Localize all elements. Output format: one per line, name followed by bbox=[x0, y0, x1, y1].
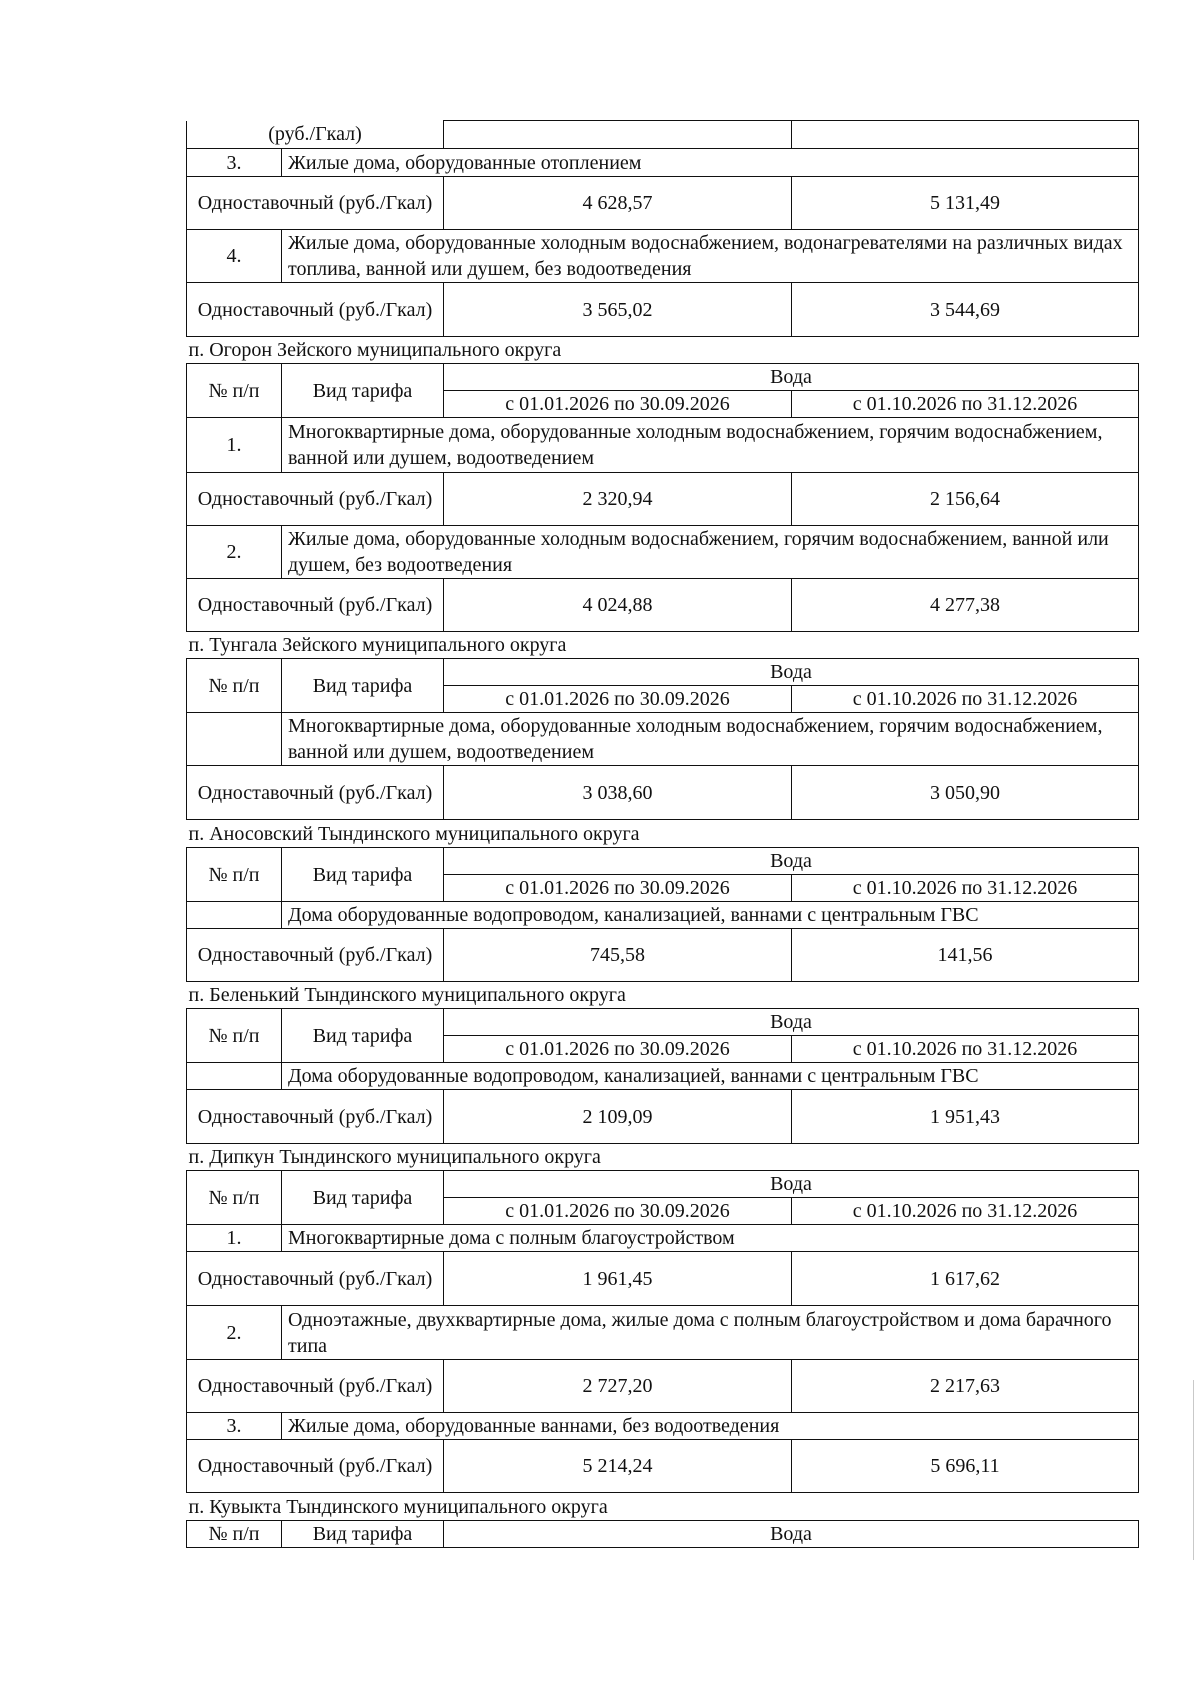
category-description: Многоквартирные дома, оборудованные холодным водоснабжением, горячим водоснабжением, ванной или душем, водоотведением bbox=[282, 713, 1139, 766]
consumer-category-row bbox=[187, 713, 1139, 766]
settlement-name: п. Беленький Тындинского муниципального округа bbox=[187, 982, 1139, 1009]
tariff-type-label: Одноставочный (руб./Гкал) bbox=[187, 1360, 444, 1413]
tariff-value-period-2: 3 050,90 bbox=[792, 766, 1139, 820]
header-tariff-type: Вид тарифа bbox=[282, 659, 444, 713]
header-period-2: с 01.10.2026 по 31.12.2026 bbox=[792, 875, 1139, 902]
category-number: 1. bbox=[187, 1225, 282, 1252]
header-period-1: с 01.01.2026 по 30.09.2026 bbox=[444, 875, 792, 902]
header-water-group: Вода bbox=[444, 1521, 1139, 1548]
table-header-row bbox=[187, 1009, 1139, 1036]
settlement-name: п. Кувыкта Тындинского муниципального округа bbox=[187, 1493, 1139, 1521]
consumer-category-row bbox=[187, 230, 1139, 283]
settlement-heading-row bbox=[187, 337, 1139, 364]
table-header-row bbox=[187, 1171, 1139, 1198]
category-number bbox=[187, 1063, 282, 1090]
category-number: 2. bbox=[187, 1306, 282, 1360]
settlement-heading-row bbox=[187, 1144, 1139, 1171]
category-description: Дома оборудованные водопроводом, канализацией, ваннами с центральным ГВС bbox=[282, 902, 1139, 929]
tariff-type-label: Одноставочный (руб./Гкал) bbox=[187, 766, 444, 820]
header-period-2: с 01.10.2026 по 31.12.2026 bbox=[792, 1198, 1139, 1225]
category-description: Одноэтажные, двухквартирные дома, жилые дома с полным благоустройством и дома барачного типа bbox=[282, 1306, 1139, 1360]
header-period-1: с 01.01.2026 по 30.09.2026 bbox=[444, 391, 792, 418]
consumer-category-row bbox=[187, 1306, 1139, 1360]
header-tariff-type: Вид тарифа bbox=[282, 848, 444, 902]
settlement-name: п. Тунгала Зейского муниципального округа bbox=[187, 632, 1139, 659]
tariff-value-period-1: 4 628,57 bbox=[444, 177, 792, 230]
tariff-data-row bbox=[187, 1360, 1139, 1413]
tariff-type-label: (руб./Гкал) bbox=[187, 121, 444, 149]
category-number: 3. bbox=[187, 1413, 282, 1440]
table-header-row bbox=[187, 848, 1139, 875]
header-period-2: с 01.10.2026 по 31.12.2026 bbox=[792, 686, 1139, 713]
tariff-data-row bbox=[187, 929, 1139, 982]
tariff-type-label: Одноставочный (руб./Гкал) bbox=[187, 283, 444, 337]
settlement-name: п. Дипкун Тындинского муниципального округа bbox=[187, 1144, 1139, 1171]
header-period-1: с 01.01.2026 по 30.09.2026 bbox=[444, 1198, 792, 1225]
tariff-data-row bbox=[187, 121, 1139, 149]
tariff-value-period-2: 5 131,49 bbox=[792, 177, 1139, 230]
tariff-value-period-1 bbox=[444, 121, 792, 149]
header-water-group: Вода bbox=[444, 1009, 1139, 1036]
category-description: Жилые дома, оборудованные холодным водоснабжением, водонагревателями на различных видах топлива, ванной или душем, без водоотведения bbox=[282, 230, 1139, 283]
settlement-heading-row bbox=[187, 1493, 1139, 1521]
category-description: Дома оборудованные водопроводом, канализацией, ваннами с центральным ГВС bbox=[282, 1063, 1139, 1090]
table-header-row bbox=[187, 364, 1139, 391]
header-water-group: Вода bbox=[444, 659, 1139, 686]
tariff-value-period-1: 5 214,24 bbox=[444, 1440, 792, 1493]
tariff-type-label: Одноставочный (руб./Гкал) bbox=[187, 1440, 444, 1493]
category-description: Жилые дома, оборудованные отоплением bbox=[282, 149, 1139, 177]
consumer-category-row bbox=[187, 418, 1139, 473]
category-number bbox=[187, 713, 282, 766]
settlement-heading-row bbox=[187, 820, 1139, 848]
header-period-2: с 01.10.2026 по 31.12.2026 bbox=[792, 1036, 1139, 1063]
category-number bbox=[187, 902, 282, 929]
tariff-value-period-2: 4 277,38 bbox=[792, 579, 1139, 632]
header-number: № п/п bbox=[187, 1521, 282, 1548]
tariff-type-label: Одноставочный (руб./Гкал) bbox=[187, 929, 444, 982]
tariff-value-period-2: 5 696,11 bbox=[792, 1440, 1139, 1493]
tariff-value-period-2: 1 617,62 bbox=[792, 1252, 1139, 1306]
category-number: 2. bbox=[187, 526, 282, 579]
tariff-value-period-2: 2 217,63 bbox=[792, 1360, 1139, 1413]
category-description: Многоквартирные дома, оборудованные холодным водоснабжением, горячим водоснабжением, ванной или душем, водоотведением bbox=[282, 418, 1139, 473]
settlement-name: п. Аносовский Тындинского муниципального округа bbox=[187, 820, 1139, 848]
tariff-type-label: Одноставочный (руб./Гкал) bbox=[187, 177, 444, 230]
header-water-group: Вода bbox=[444, 1171, 1139, 1198]
tariff-type-label: Одноставочный (руб./Гкал) bbox=[187, 473, 444, 526]
header-water-group: Вода bbox=[444, 848, 1139, 875]
consumer-category-row bbox=[187, 1063, 1139, 1090]
tariff-data-row bbox=[187, 283, 1139, 337]
tariff-type-label: Одноставочный (руб./Гкал) bbox=[187, 1252, 444, 1306]
category-number: 3. bbox=[187, 149, 282, 177]
table-header-row bbox=[187, 1521, 1139, 1548]
tariff-data-row bbox=[187, 1440, 1139, 1493]
consumer-category-row bbox=[187, 1225, 1139, 1252]
tariff-value-period-1: 3 038,60 bbox=[444, 766, 792, 820]
tariff-type-label: Одноставочный (руб./Гкал) bbox=[187, 579, 444, 632]
category-number: 4. bbox=[187, 230, 282, 283]
table-header-row bbox=[187, 659, 1139, 686]
consumer-category-row bbox=[187, 902, 1139, 929]
tariff-type-label: Одноставочный (руб./Гкал) bbox=[187, 1090, 444, 1144]
category-number: 1. bbox=[187, 418, 282, 473]
settlement-heading-row bbox=[187, 982, 1139, 1009]
tariff-value-period-2: 2 156,64 bbox=[792, 473, 1139, 526]
tariff-data-row bbox=[187, 177, 1139, 230]
category-description: Жилые дома, оборудованные холодным водоснабжением, горячим водоснабжением, ванной или душем, без водоотведения bbox=[282, 526, 1139, 579]
consumer-category-row bbox=[187, 1413, 1139, 1440]
consumer-category-row bbox=[187, 526, 1139, 579]
tariff-data-row bbox=[187, 1090, 1139, 1144]
tariff-data-row bbox=[187, 579, 1139, 632]
category-description: Многоквартирные дома с полным благоустройством bbox=[282, 1225, 1139, 1252]
header-tariff-type: Вид тарифа bbox=[282, 1171, 444, 1225]
header-number: № п/п bbox=[187, 659, 282, 713]
tariff-data-row bbox=[187, 473, 1139, 526]
header-number: № п/п bbox=[187, 1171, 282, 1225]
header-number: № п/п bbox=[187, 1009, 282, 1063]
settlement-heading-row bbox=[187, 632, 1139, 659]
tariff-value-period-2: 1 951,43 bbox=[792, 1090, 1139, 1144]
tariff-value-period-1: 745,58 bbox=[444, 929, 792, 982]
tariff-value-period-1: 2 727,20 bbox=[444, 1360, 792, 1413]
tariff-data-row bbox=[187, 766, 1139, 820]
settlement-name: п. Огорон Зейского муниципального округа bbox=[187, 337, 1139, 364]
tariff-value-period-1: 2 109,09 bbox=[444, 1090, 792, 1144]
header-period-1: с 01.01.2026 по 30.09.2026 bbox=[444, 1036, 792, 1063]
tariff-table bbox=[186, 120, 1139, 1548]
header-period-1: с 01.01.2026 по 30.09.2026 bbox=[444, 686, 792, 713]
tariff-data-row bbox=[187, 1252, 1139, 1306]
tariff-value-period-1: 1 961,45 bbox=[444, 1252, 792, 1306]
tariff-value-period-1: 2 320,94 bbox=[444, 473, 792, 526]
tariff-value-period-1: 4 024,88 bbox=[444, 579, 792, 632]
header-tariff-type: Вид тарифа bbox=[282, 1521, 444, 1548]
tariff-value-period-2 bbox=[792, 121, 1139, 149]
scan-edge-mark bbox=[1193, 1380, 1194, 1560]
header-water-group: Вода bbox=[444, 364, 1139, 391]
consumer-category-row bbox=[187, 149, 1139, 177]
tariff-value-period-2: 3 544,69 bbox=[792, 283, 1139, 337]
category-description: Жилые дома, оборудованные ваннами, без водоотведения bbox=[282, 1413, 1139, 1440]
header-tariff-type: Вид тарифа bbox=[282, 364, 444, 418]
header-tariff-type: Вид тарифа bbox=[282, 1009, 444, 1063]
header-number: № п/п bbox=[187, 364, 282, 418]
header-period-2: с 01.10.2026 по 31.12.2026 bbox=[792, 391, 1139, 418]
tariff-value-period-1: 3 565,02 bbox=[444, 283, 792, 337]
header-number: № п/п bbox=[187, 848, 282, 902]
tariff-value-period-2: 141,56 bbox=[792, 929, 1139, 982]
